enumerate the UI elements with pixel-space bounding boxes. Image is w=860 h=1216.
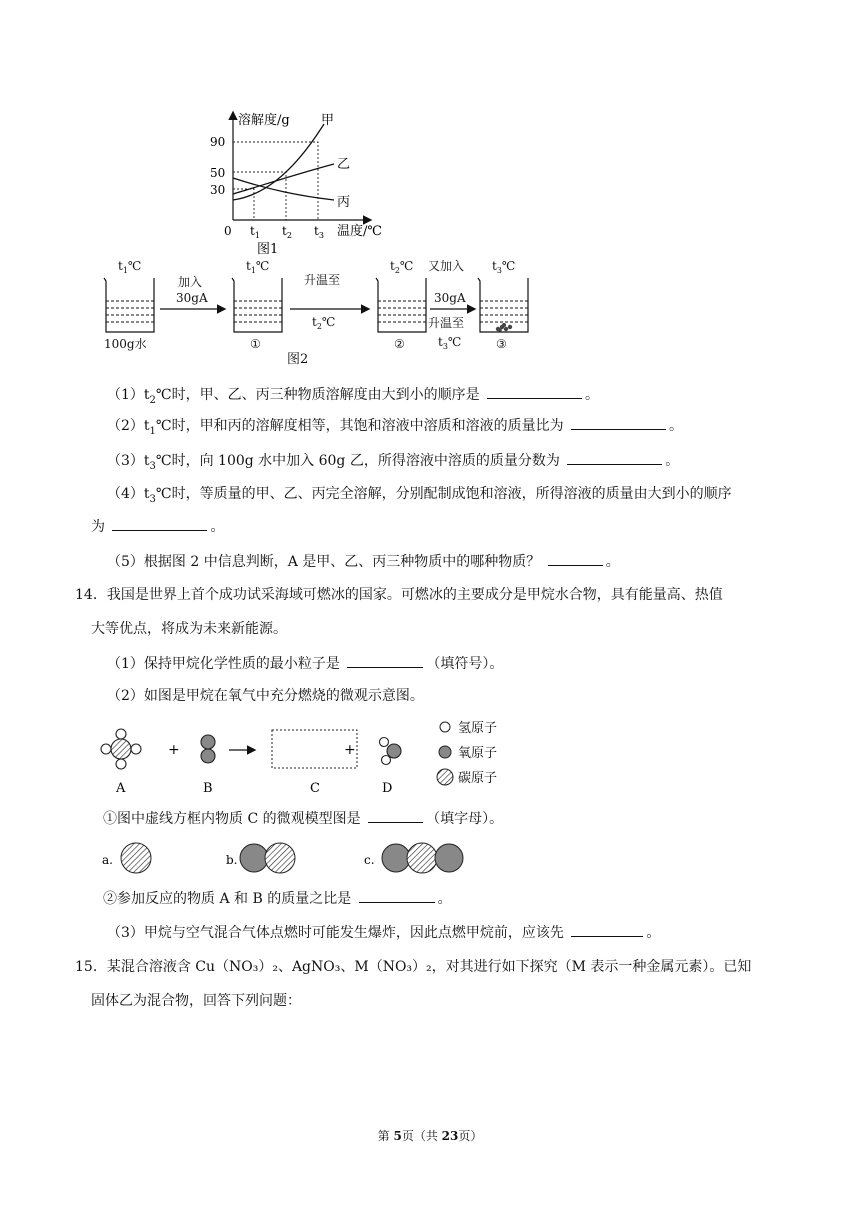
y-tick-90: 90 xyxy=(210,135,226,149)
plus-2: + xyxy=(344,742,356,758)
beaker-3-label: ③ xyxy=(496,337,507,351)
y-tick-50: 50 xyxy=(210,166,226,180)
q13-part-4: $(4)t_3℃$时，等质量的甲、乙、丙完全溶解，分别配制成饱和溶液，所得溶液的质量由大到小的顺序 xyxy=(107,486,732,505)
molecule-a-methane xyxy=(101,729,141,769)
figure-1-caption: 图1 xyxy=(257,242,279,257)
origin-label: 0 xyxy=(224,224,232,238)
beaker-3-temp: $t_3℃$ xyxy=(492,259,516,275)
q13-part-5: （5）根据图 2 中信息判断，A 是甲、乙、丙三种物质中的哪种物质？ 。 xyxy=(107,551,620,572)
q14-part-3: （3）甲烷与空气混合气体点燃时可能发生爆炸，因此点燃甲烷前，应该先 。 xyxy=(107,922,660,943)
option-b-model[interactable] xyxy=(240,843,295,873)
beaker-0-label: 100g水 xyxy=(104,337,147,351)
answer-blank[interactable] xyxy=(571,922,643,937)
molecule-b-oxygen xyxy=(201,735,215,763)
beaker-0-temp: $t_1℃$ xyxy=(118,259,142,275)
q15-stem-line-1: 15．某混合溶液含 Cu（NO₃）₂、AgNO₃、M（NO₃）₂，对其进行如下探究（M 表示一种金属元素）。已知 xyxy=(75,959,752,975)
label-c: C xyxy=(310,781,320,796)
answer-blank[interactable] xyxy=(548,551,603,566)
option-b-label: b. xyxy=(226,853,238,867)
legend-oxygen: 氧原子 xyxy=(458,746,498,761)
y-tick-30: 30 xyxy=(210,183,226,197)
page-number: 5 xyxy=(393,1129,402,1143)
label-b: B xyxy=(203,781,213,796)
curve-label-jia: 甲 xyxy=(321,113,335,128)
beaker-2-temp: $t_2℃$ xyxy=(390,259,414,275)
page-footer: 第 5页（共 23页） xyxy=(377,1129,483,1143)
curve-yi xyxy=(233,164,334,194)
y-axis-label: 溶解度/g xyxy=(238,113,290,128)
figure-2-beakers xyxy=(96,256,536,368)
q14-sub-1: ①图中虚线方框内物质 C 的微观模型图是 （填字母）。 xyxy=(103,808,503,829)
page-total: 23 xyxy=(441,1129,459,1143)
x-tick-t2: $t_2$ xyxy=(282,224,292,240)
curve-label-yi: 乙 xyxy=(337,157,351,172)
figure-1-solubility-chart xyxy=(200,108,390,258)
arrow-3-top: 又加入 xyxy=(428,259,465,273)
q13-part-2: $(2)t_1℃$时，甲和丙的溶解度相等，其饱和溶液中溶质和溶液的质量比为 。 xyxy=(107,415,683,442)
legend-carbon: 碳原子 xyxy=(458,771,498,786)
option-a-label: a. xyxy=(102,853,113,867)
beaker-0 xyxy=(104,278,154,332)
figure-2-caption: 图2 xyxy=(287,352,309,367)
beaker-1-label: ① xyxy=(250,337,261,351)
q14-stem-line-2: 大等优点，将成为未来新能源。 xyxy=(91,621,287,637)
legend xyxy=(437,721,497,786)
arrow-3-bottom: 升温至 xyxy=(428,316,465,330)
arrow-1-top: 加入 xyxy=(178,275,203,289)
curve-label-bing: 丙 xyxy=(337,195,351,210)
answer-blank[interactable] xyxy=(567,450,662,465)
arrow-3-mid: 30gA xyxy=(434,291,466,305)
beaker-2 xyxy=(376,278,426,332)
answer-blank[interactable] xyxy=(112,516,207,531)
answer-blank[interactable] xyxy=(571,415,666,430)
beaker-2-label: ② xyxy=(394,337,405,351)
x-tick-t1: $t_1$ xyxy=(250,224,260,240)
option-c-model[interactable] xyxy=(382,843,463,873)
q14-sub-2: ②参加反应的物质 A 和 B 的质量之比是 。 xyxy=(103,888,452,909)
model-options xyxy=(96,836,476,880)
arrow-2-top: 升温至 xyxy=(304,273,341,287)
q13-part-1: $(1)t_2℃$时，甲、乙、丙三种物质溶解度由大到小的顺序是 。 xyxy=(107,384,599,411)
answer-blank[interactable] xyxy=(368,808,423,823)
q14-part-2: （2）如图是甲烷在氧气中充分燃烧的微观示意图。 xyxy=(107,688,424,704)
arrow-3-temp: $t_3℃$ xyxy=(438,335,462,351)
q13-part-4-cont: 为 。 xyxy=(91,516,224,537)
option-c-label: c. xyxy=(364,853,375,867)
answer-blank[interactable] xyxy=(347,653,423,668)
q14-part-1: （1）保持甲烷化学性质的最小粒子是 （填符号）。 xyxy=(107,653,503,674)
beaker-1-temp: $t_1℃$ xyxy=(246,259,270,275)
label-a: A xyxy=(116,781,126,796)
x-axis-label: 温度/℃ xyxy=(337,224,382,239)
beaker-3-precipitate xyxy=(496,323,512,332)
x-tick-t3: $t_3$ xyxy=(314,224,324,240)
plus-1: + xyxy=(168,742,180,758)
answer-blank[interactable] xyxy=(359,888,435,903)
q13-part-3: $(3)t_3℃$时，向 100g 水中加入 60g 乙，所得溶液中溶质的质量分数为 。 xyxy=(107,450,679,477)
arrow-1-bottom: 30gA xyxy=(176,291,208,305)
arrow-2-bottom: $t_2℃$ xyxy=(312,315,336,331)
beaker-1 xyxy=(232,278,282,332)
answer-blank[interactable] xyxy=(487,384,582,399)
option-a-model[interactable] xyxy=(121,843,151,873)
label-d: D xyxy=(382,781,393,796)
q14-stem-line-1: 14．我国是世界上首个成功试采海域可燃冰的国家。可燃冰的主要成分是甲烷水合物，具有能量高、热值 xyxy=(75,587,723,603)
methane-combustion-diagram xyxy=(96,714,536,798)
molecule-d-water xyxy=(380,738,402,765)
q15-stem-line-2: 固体乙为混合物，回答下列问题： xyxy=(91,993,301,1009)
legend-hydrogen: 氢原子 xyxy=(458,721,498,736)
